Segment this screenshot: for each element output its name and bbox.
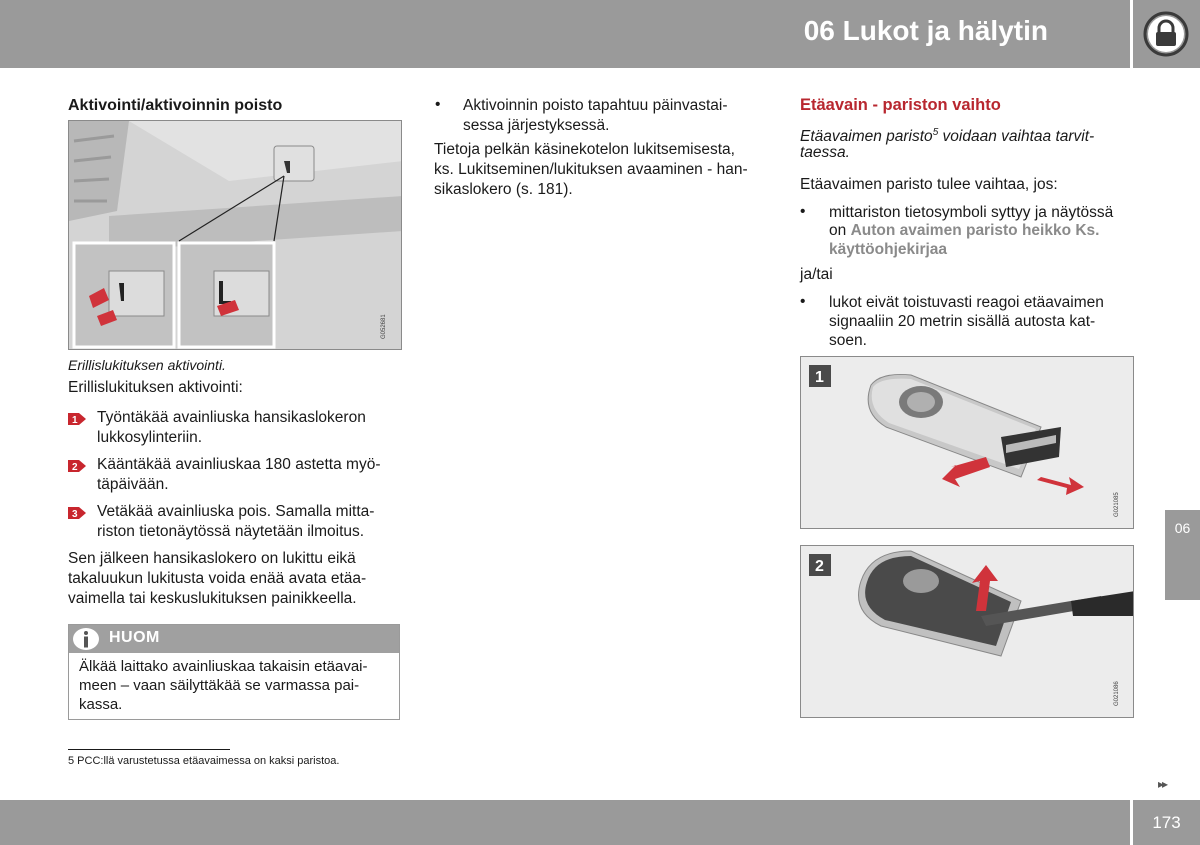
step-3-line1: Vetäkää avainliuska pois. Samalla mitta-: [97, 503, 375, 520]
condition-2-line-1: lukot eivät toistuvasti reagoi etäavaimen: [829, 294, 1104, 311]
middle-para-line-3[interactable]: sikaslokero (s. 181).: [434, 181, 573, 198]
chapter-title: 06 Lukot ja hälytin: [803, 15, 1048, 46]
middle-para-line-2[interactable]: ks. Lukitseminen/lukituksen avaaminen - han-: [434, 161, 748, 178]
note-line-3: kassa.: [79, 696, 123, 713]
step-3-line2: riston tietonäytössä näytetään ilmoitus.: [97, 523, 365, 540]
figure-caption: Erillislukituksen aktivointi.: [68, 357, 226, 373]
step-2-icon: [68, 458, 86, 474]
key-battery-figure-1: [800, 356, 1134, 529]
step-1-line1: Työntäkää avainliuska hansikaslokeron: [97, 409, 366, 426]
condition-2-line-2: signaaliin 20 metrin sisällä autosta kat-: [829, 313, 1096, 330]
result-line-1: Sen jälkeen hansikaslokero on lukittu eikä: [68, 550, 356, 567]
bullet-dot: •: [800, 293, 806, 310]
key-fob-pry-illustration: [801, 546, 1134, 718]
page-header: [0, 0, 1130, 68]
and-or-text: ja/tai: [800, 266, 833, 283]
condition-1-line-2: [829, 221, 1100, 241]
battery-intro-b: voidaan vaihtaa tarvit-: [938, 128, 1095, 146]
intro-text: Erillislukituksen aktivointi:: [68, 379, 243, 396]
battery-intro-a: Etäavaimen paristo: [800, 128, 933, 146]
section-heading-activation: Aktivointi/aktivoinnin poisto: [68, 97, 283, 114]
chapter-tab[interactable]: 06: [1165, 510, 1200, 600]
footnote-divider: [68, 749, 230, 750]
key-fob-open-illustration: [801, 357, 1134, 529]
note-body: [79, 657, 394, 714]
figure-2-label: 2: [815, 558, 824, 575]
condition-1-line-1: mittariston tietosymboli syttyy ja näytössä: [829, 204, 1114, 221]
note-line-2: meen – vaan säilyttäkää se varmassa pai-: [79, 677, 360, 694]
svg-text:3: 3: [72, 509, 78, 520]
display-message-text: Auton avaimen paristo heikko Ks.: [850, 222, 1100, 239]
svg-text:2: 2: [72, 462, 78, 473]
page-footer: [0, 800, 1130, 845]
step-2-line2: täpäivään.: [97, 476, 169, 493]
condition-1-prefix: on: [829, 222, 851, 239]
footnote: 5 PCC:llä varustetussa etäavaimessa on kaksi paristoa.: [68, 755, 340, 767]
note-box: [68, 624, 400, 720]
middle-para-line-1: Tietoja pelkän käsinekotelon lukitsemisesta,: [434, 141, 735, 158]
next-page-indicator[interactable]: ▸▸: [1158, 777, 1167, 791]
note-line-1: Älkää laittako avainliuskaa takaisin etäavai-: [79, 658, 368, 675]
figure-1-code: G021085: [1114, 492, 1120, 517]
glovebox-illustration: [69, 121, 402, 350]
figure-1-label: 1: [815, 369, 824, 386]
lock-icon: [1141, 10, 1191, 58]
step-1-line2: lukkosylinteriin.: [97, 429, 203, 446]
step-2-line1: Kääntäkää avainliuskaa 180 astetta myö-: [97, 456, 381, 473]
result-line-3: vaimella tai keskuslukituksen painikkeella.: [68, 590, 357, 607]
key-battery-figure-2: [800, 545, 1134, 718]
step-3-icon: [68, 505, 86, 521]
bullet-dot: •: [435, 96, 441, 113]
section-heading-battery: Etäavain - pariston vaihto: [800, 96, 1001, 114]
svg-text:1: 1: [72, 415, 78, 426]
page-number: 173: [1133, 800, 1200, 845]
bullet-dot: •: [800, 203, 806, 220]
middle-bullet-line-1: Aktivoinnin poisto tapahtuu päinvastai-: [463, 97, 728, 114]
footnote-ref: 5: [932, 127, 939, 138]
figure-code: G052681: [381, 314, 387, 339]
figure-2-code: G021086: [1114, 681, 1120, 706]
battery-condition: Etäavaimen paristo tulee vaihtaa, jos:: [800, 176, 1058, 193]
chapter-icon-box: [1133, 0, 1200, 68]
condition-1-line-3: käyttöohjekirjaa: [829, 241, 948, 258]
battery-intro-line-2: taessa.: [800, 144, 850, 161]
result-line-2: takaluukun lukitusta voida enää avata etäa-: [68, 570, 367, 587]
step-1-icon: [68, 411, 86, 427]
condition-2-line-3: soen.: [829, 332, 867, 349]
note-title: HUOM: [109, 629, 160, 646]
note-header: [69, 625, 399, 653]
middle-bullet-line-2: sessa järjestyksessä.: [463, 117, 610, 134]
glovebox-figure: [68, 120, 402, 350]
info-icon: [73, 628, 99, 650]
